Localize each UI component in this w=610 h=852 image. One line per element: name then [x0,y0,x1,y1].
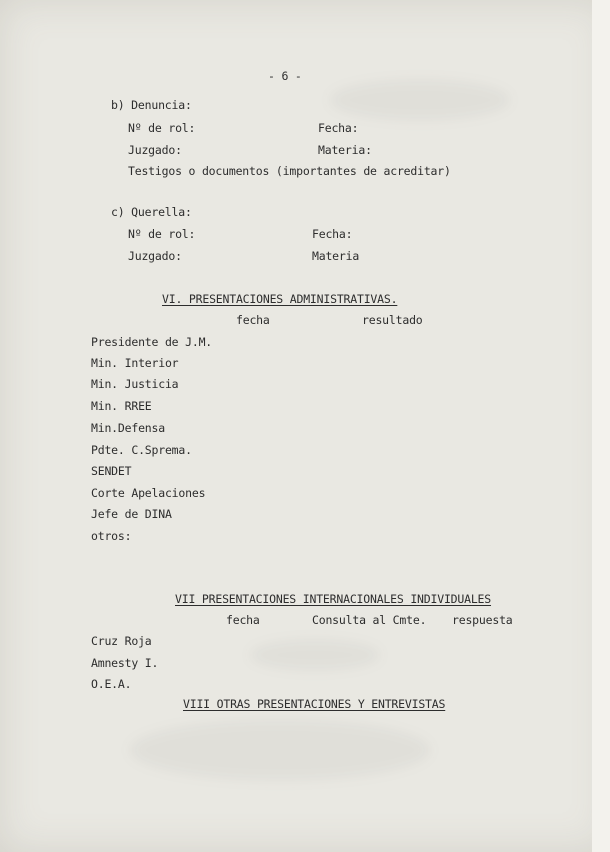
page-number: - 6 - [268,69,302,83]
querella-juzgado-label: Juzgado: [128,249,182,263]
section-vi-row: Presidente de J.M. [91,335,213,349]
denuncia-materia-label: Materia: [318,143,372,157]
section-vii-title: VII PRESENTACIONES INTERNACIONALES INDIVIDUALES [175,592,492,606]
section-vi-row: Jefe de DINA [91,507,172,521]
section-vi-col-fecha: fecha [236,313,270,327]
denuncia-heading: b) Denuncia: [111,98,192,112]
section-vi-row: otros: [91,529,132,543]
section-vi-row: Min. RREE [91,399,152,413]
section-vi-row: Min. Interior [91,356,179,370]
denuncia-fecha-label: Fecha: [318,121,359,135]
section-vii-col-respuesta: respuesta [452,613,513,627]
ink-bleed [330,80,510,120]
querella-materia-label: Materia [312,249,360,263]
section-vii-row: Amnesty I. [91,656,159,670]
section-vi-row: Corte Apelaciones [91,486,206,500]
section-vi-row: SENDET [91,464,132,478]
paper-edge [592,0,610,852]
section-vii-row: Cruz Roja [91,634,152,648]
section-vii-col-fecha: fecha [226,613,260,627]
section-viii-title: VIII OTRAS PRESENTACIONES Y ENTREVISTAS [183,697,446,711]
denuncia-rol-label: Nº de rol: [128,121,196,135]
section-vi-title: VI. PRESENTACIONES ADMINISTRATIVAS. [162,292,398,306]
ink-bleed [250,640,380,670]
querella-rol-label: Nº de rol: [128,227,196,241]
section-vi-row: Min. Justicia [91,377,179,391]
section-vi-row: Pdte. C.Sprema. [91,443,192,457]
denuncia-testigos-label: Testigos o documentos (importantes de acreditar) [128,164,451,178]
ink-bleed [130,720,430,780]
denuncia-juzgado-label: Juzgado: [128,143,182,157]
section-vi-row: Min.Defensa [91,421,165,435]
section-vii-col-consulta: Consulta al Cmte. [312,613,427,627]
querella-heading: c) Querella: [111,205,192,219]
section-vii-row: O.E.A. [91,677,132,691]
querella-fecha-label: Fecha: [312,227,353,241]
section-vi-col-resultado: resultado [362,313,423,327]
